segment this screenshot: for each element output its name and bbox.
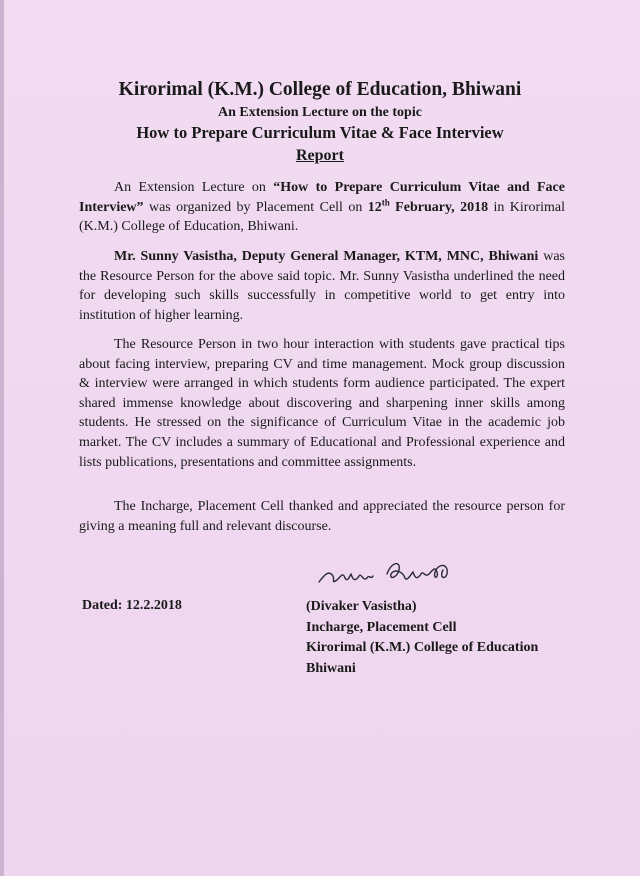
lecture-subtitle: An Extension Lecture on the topic: [218, 105, 422, 120]
signatory-city: Bhiwani: [306, 660, 356, 676]
paragraph-interaction: [79, 335, 565, 472]
lecture-topic: How to Prepare Curriculum Vitae & Face Interview: [136, 123, 504, 142]
signatory-block: [306, 597, 538, 679]
college-title: Kirorimal (K.M.) College of Education, Bhiwani: [118, 79, 522, 100]
p1-topic-bold: “How to Prepare Curriculum Vitae and Face Interview”: [79, 180, 565, 215]
p1-text-f: in Kirorimal (K.M.) College of Education, Bhiwani.: [79, 199, 565, 235]
p1-text-c: was organized by Placement Cell on: [143, 199, 368, 215]
p1-date-day: 12: [367, 199, 382, 215]
p2-text: was the Resource Person for the above said topic. Mr. Sunny Vasistha underlined the need for developing such skills successfully in competitive world to get entry into institution of higher learning.: [79, 249, 565, 323]
p3-text: The Resource Person in two hour interaction with students gave practical tips about facing interview, preparing CV and time management. Mock group discussion & interview were arranged in which students form audience participated. The expert shared immense knowledge about discovering and sharpening inner skills among students. He stressed on the significance of Curriculum Vitae in the academic job market. The CV includes a summary of Educational and Professional experience and lists publications, presentations and committee assignments.: [79, 337, 565, 470]
paragraph-intro: [79, 178, 565, 237]
paragraph-thanks: [79, 497, 565, 536]
dated-line: Dated: 12.2.2018: [82, 598, 182, 613]
p1-date-sup: th: [381, 196, 390, 207]
p2-speaker-bold: Mr. Sunny Vasistha, Deputy General Manager, KTM, MNC, Bhiwani: [114, 249, 539, 264]
handwritten-signature: [315, 552, 475, 592]
signatory-org: Kirorimal (K.M.) College of Education: [306, 640, 539, 655]
p4-text: The Incharge, Placement Cell thanked and appreciated the resource person for giving a meaning full and relevant discourse.: [79, 499, 565, 534]
paragraph-resource-person: [79, 247, 565, 325]
report-heading: Report: [296, 147, 344, 164]
p1-date-month: February, 2018: [389, 199, 489, 215]
signatory-name: (Divaker Vasistha): [306, 599, 417, 614]
p1-text-a: An Extension Lecture on: [114, 180, 274, 195]
signatory-role: Incharge, Placement Cell: [306, 619, 457, 635]
